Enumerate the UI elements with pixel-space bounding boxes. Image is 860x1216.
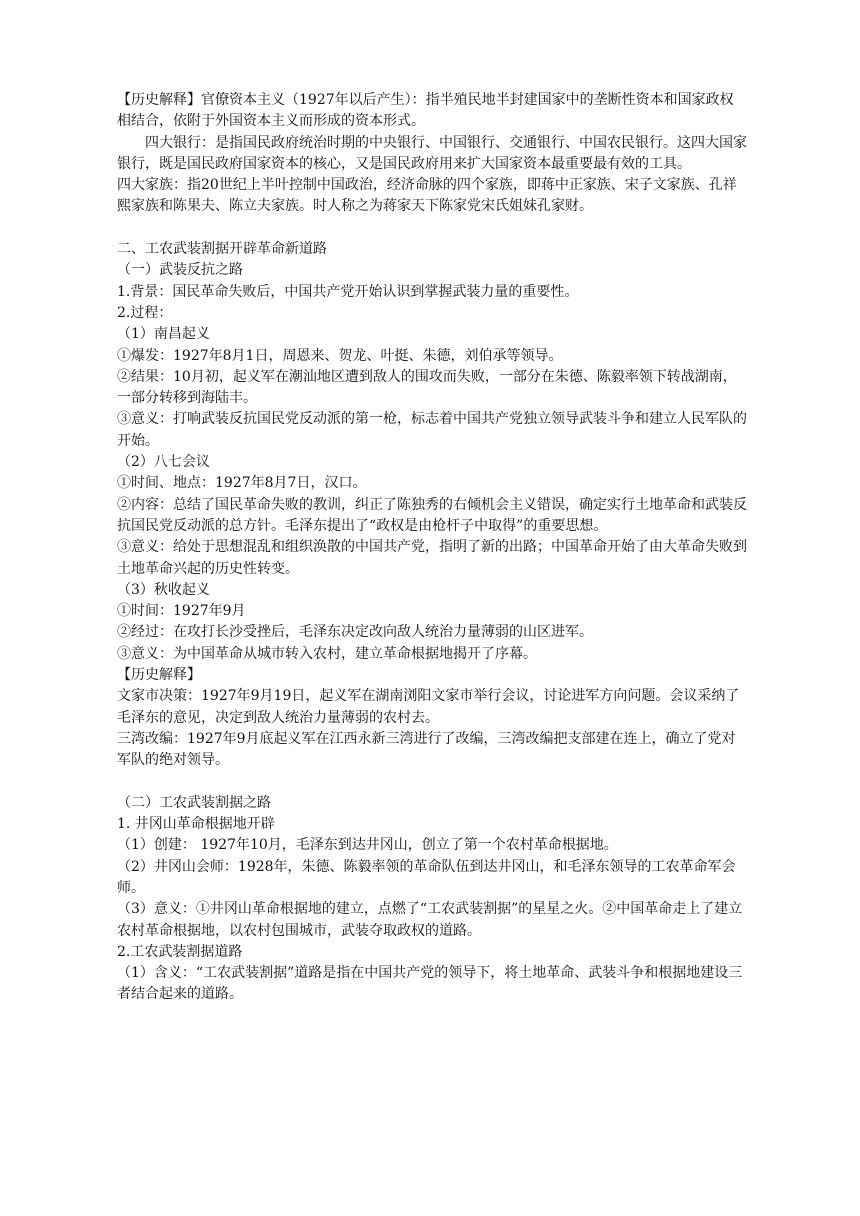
paragraph-wenjiashi: 文家市决策：1927年9月19日，起义军在湖南浏阳文家市举行会议，讨论进军方向问题。会议采纳了毛泽东的意见，决定到敌人统治力量薄弱的农村去。 <box>117 688 740 726</box>
paragraph-sanwan: 三湾改编：1927年9月底起义军在江西永新三湾进行了改编，三湾改编把支部建在连上，确立了党对军队的绝对领导。 <box>117 730 736 769</box>
paragraph-four-families: 四大家族：指20世纪上半叶控制中国政治，经济命脉的四个家族，即蒋中正家族、宋子文家族、孔祥熙家族和陈果夫、陈立夫家族。时人称之为蒋家天下陈家党宋氏姐妹孔家财。 <box>117 177 737 215</box>
paragraph-four-banks: 四大银行：是指国民政府统治时期的中央银行、中国银行、交通银行、中国农民银行。这四大国家银行，既是国民政府国家资本的核心，又是国民政府用来扩大国家资本最重要最有效的工具。 <box>117 134 747 172</box>
blank-line <box>117 772 747 793</box>
paragraph-jinggangshan-creation: （1）创建： 1927年10月，毛泽东到达井冈山，创立了第一个农村革命根据地。 <box>117 837 618 854</box>
paragraph-august7-content: ②内容：总结了国民革命失败的教训，纠正了陈独秀的右倾机会主义错误，确定实行土地革命和武装反抗国民党反动派的总方针。毛泽东提出了“政权是由枪杆子中取得”的重要思想。 <box>117 496 747 534</box>
paragraph-autumn-process: ②经过：在攻打长沙受挫后，毛泽东决定改向敌人统治力量薄弱的山区进军。 <box>117 624 593 641</box>
blank-line <box>117 218 747 239</box>
section-heading: 二、工农武装割据开辟革命新道路 <box>117 241 327 258</box>
item-heading-armed-separatism: 2.工农武装割据道路 <box>117 943 243 960</box>
paragraph-armed-separatism-meaning: （1）含义：“工农武装割据”道路是指在中国共产党的领导下，将土地革命、武装斗争和根据地建设三者结合起来的道路。 <box>117 965 743 1003</box>
item-heading-autumn-harvest: （3）秋收起义 <box>117 581 210 598</box>
paragraph-autumn-time: ①时间：1927年9月 <box>117 603 246 620</box>
paragraph-august7-significance: ③意义：给处于思想混乱和组织涣散的中国共产党，指明了新的出路；中国革命开始了由大革命失败到土地革命兴起的历史性转变。 <box>117 539 747 577</box>
paragraph-autumn-significance: ③意义：为中国革命从城市转入农村，建立革命根据地揭开了序幕。 <box>117 645 537 662</box>
paragraph-background: 1.背景：国民革命失败后，中国共产党开始认识到掌握武装力量的重要性。 <box>117 283 579 300</box>
subsection-heading: （一）武装反抗之路 <box>117 262 243 279</box>
item-heading-august7: （2）八七会议 <box>117 454 210 471</box>
item-heading-jinggangshan: 1. 井冈山革命根据地开辟 <box>117 816 275 833</box>
paragraph-nanchang-result: ②结果：10月初，起义军在潮汕地区遭到敌人的围攻而失败，一部分在朱德、陈毅率领下转战湖南，一部分转移到海陆丰。 <box>117 368 737 407</box>
paragraph-august7-time: ①时间、地点：1927年8月7日，汉口。 <box>117 475 367 492</box>
paragraph-jinggangshan-significance: （3）意义：①井冈山革命根据地的建立，点燃了“工农武装割据”的星星之火。②中国革命走上了建立农村革命根据地，以农村包围城市，武装夺取政权的道路。 <box>117 901 743 939</box>
paragraph-bureaucratic-capital: 【历史解释】官僚资本主义（1927年以后产生）：指半殖民地半封建国家中的垄断性资本和国家政权相结合，依附于外国资本主义而形成的资本形式。 <box>117 92 734 130</box>
paragraph-nanchang-outbreak: ①爆发：1927年8月1日，周恩来、贺龙、叶挺、朱德，刘伯承等领导。 <box>117 347 563 364</box>
history-note-heading: 【历史解释】 <box>117 667 201 684</box>
paragraph-nanchang-significance: ③意义：打响武装反抗国民党反动派的第一枪，标志着中国共产党独立领导武装斗争和建立人民军队的开始。 <box>117 411 747 449</box>
subsection-heading: （二）工农武装割据之路 <box>117 794 271 811</box>
item-heading-nanchang: （1）南昌起义 <box>117 326 210 343</box>
document-body <box>117 90 747 1006</box>
paragraph-jinggangshan-meeting: （2）井冈山会师：1928年，朱德、陈毅率领的革命队伍到达井冈山，和毛泽东领导的工农革命军会师。 <box>117 858 736 896</box>
paragraph-process: 2.过程： <box>117 304 173 321</box>
